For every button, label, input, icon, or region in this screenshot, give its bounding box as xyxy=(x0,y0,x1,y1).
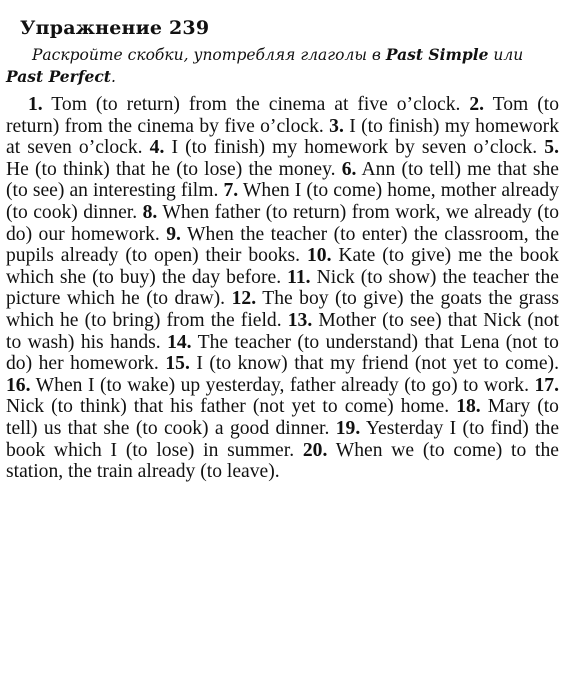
sentence-number: 19. xyxy=(335,417,361,439)
sentence-text: Kate (to give) me the book which she (to buy) the day before. xyxy=(6,245,559,288)
sentence-text: I (to finish) my homework by seven o’clock. xyxy=(171,137,538,159)
instruction-text: Раскройте скобки, употребляя глаголы в xyxy=(32,46,386,64)
exercise-instruction xyxy=(6,44,559,88)
sentence-number: 18. xyxy=(456,396,481,418)
sentence xyxy=(28,94,460,115)
sentence-text: Nick (to think) that his father (not yet to come) home. xyxy=(6,396,450,418)
sentence-text: He (to think) that he (to lose) the money. xyxy=(6,158,336,180)
sentence-number: 15. xyxy=(165,353,190,375)
instruction-connector: или xyxy=(488,46,524,64)
sentence-number: 13. xyxy=(287,309,313,331)
sentence xyxy=(165,353,559,374)
sentence-number: 11. xyxy=(287,266,311,288)
instruction-tense-1: Past Simple xyxy=(385,45,489,64)
instruction-tense-2: Past Perfect xyxy=(6,67,111,86)
sentence-text: Tom (to return) from the cinema by five o’clock. xyxy=(6,94,560,137)
sentence-text: Tom (to return) from the cinema at five o’clock. xyxy=(51,94,461,115)
sentence-number: 9. xyxy=(166,223,181,245)
sentence xyxy=(6,375,529,396)
sentence xyxy=(150,137,538,158)
sentence-number: 17. xyxy=(534,374,559,396)
sentence-number: 1. xyxy=(28,94,43,115)
sentence-number: 14. xyxy=(167,331,192,353)
sentence-number: 5. xyxy=(544,137,559,159)
sentence-text: Mother (to see) that Nick (not to wash) his hands. xyxy=(6,309,559,353)
sentence-number: 20. xyxy=(302,439,328,461)
sentence-number: 12. xyxy=(231,288,257,310)
sentence-text: The boy (to give) the goats the grass which he (to bring) from the field. xyxy=(6,288,560,331)
sentence-number: 4. xyxy=(149,137,165,159)
sentence-text: When I (to wake) up yesterday, father already (to go) to work. xyxy=(35,374,529,396)
sentence-text: When we (to come) to the station, the train already (to leave). xyxy=(6,439,559,483)
sentence-number: 7. xyxy=(223,180,239,202)
sentence-text: I (to know) that my friend (not yet to come). xyxy=(196,353,559,375)
sentence-text: When I (to come) home, mother already (to cook) dinner. xyxy=(6,180,559,223)
sentence-number: 6. xyxy=(341,158,357,180)
sentence-text: When the teacher (to enter) the classroom, the pupils already (to open) their books. xyxy=(6,223,560,267)
sentence-number: 8. xyxy=(142,201,158,223)
sentence-text: Nick (to show) the teacher the picture which he (to draw). xyxy=(6,266,559,310)
instruction-period: . xyxy=(110,68,116,86)
sentence-text: I (to finish) my homework at seven o’clock. xyxy=(6,115,559,159)
sentence-number: 10. xyxy=(306,245,332,267)
sentence-number: 16. xyxy=(6,374,31,396)
exercise-page xyxy=(6,10,559,483)
sentence-text: Yesterday I (to find) the book which I (to lose) in summer. xyxy=(6,417,560,461)
exercise-body xyxy=(6,94,559,483)
sentence-number: 3. xyxy=(329,115,344,137)
sentence-text: Mary (to tell) us that she (to cook) a good dinner. xyxy=(6,396,559,439)
sentence-text: The teacher (to understand) that Lena (not to do) her homework. xyxy=(6,331,559,375)
exercise-title: Упражнение 239 xyxy=(20,17,210,39)
sentence-number: 2. xyxy=(469,94,485,115)
sentence-text: When father (to return) from work, we already (to do) our homework. xyxy=(6,201,559,245)
sentence-text: Ann (to tell) me that she (to see) an interesting film. xyxy=(6,158,559,202)
